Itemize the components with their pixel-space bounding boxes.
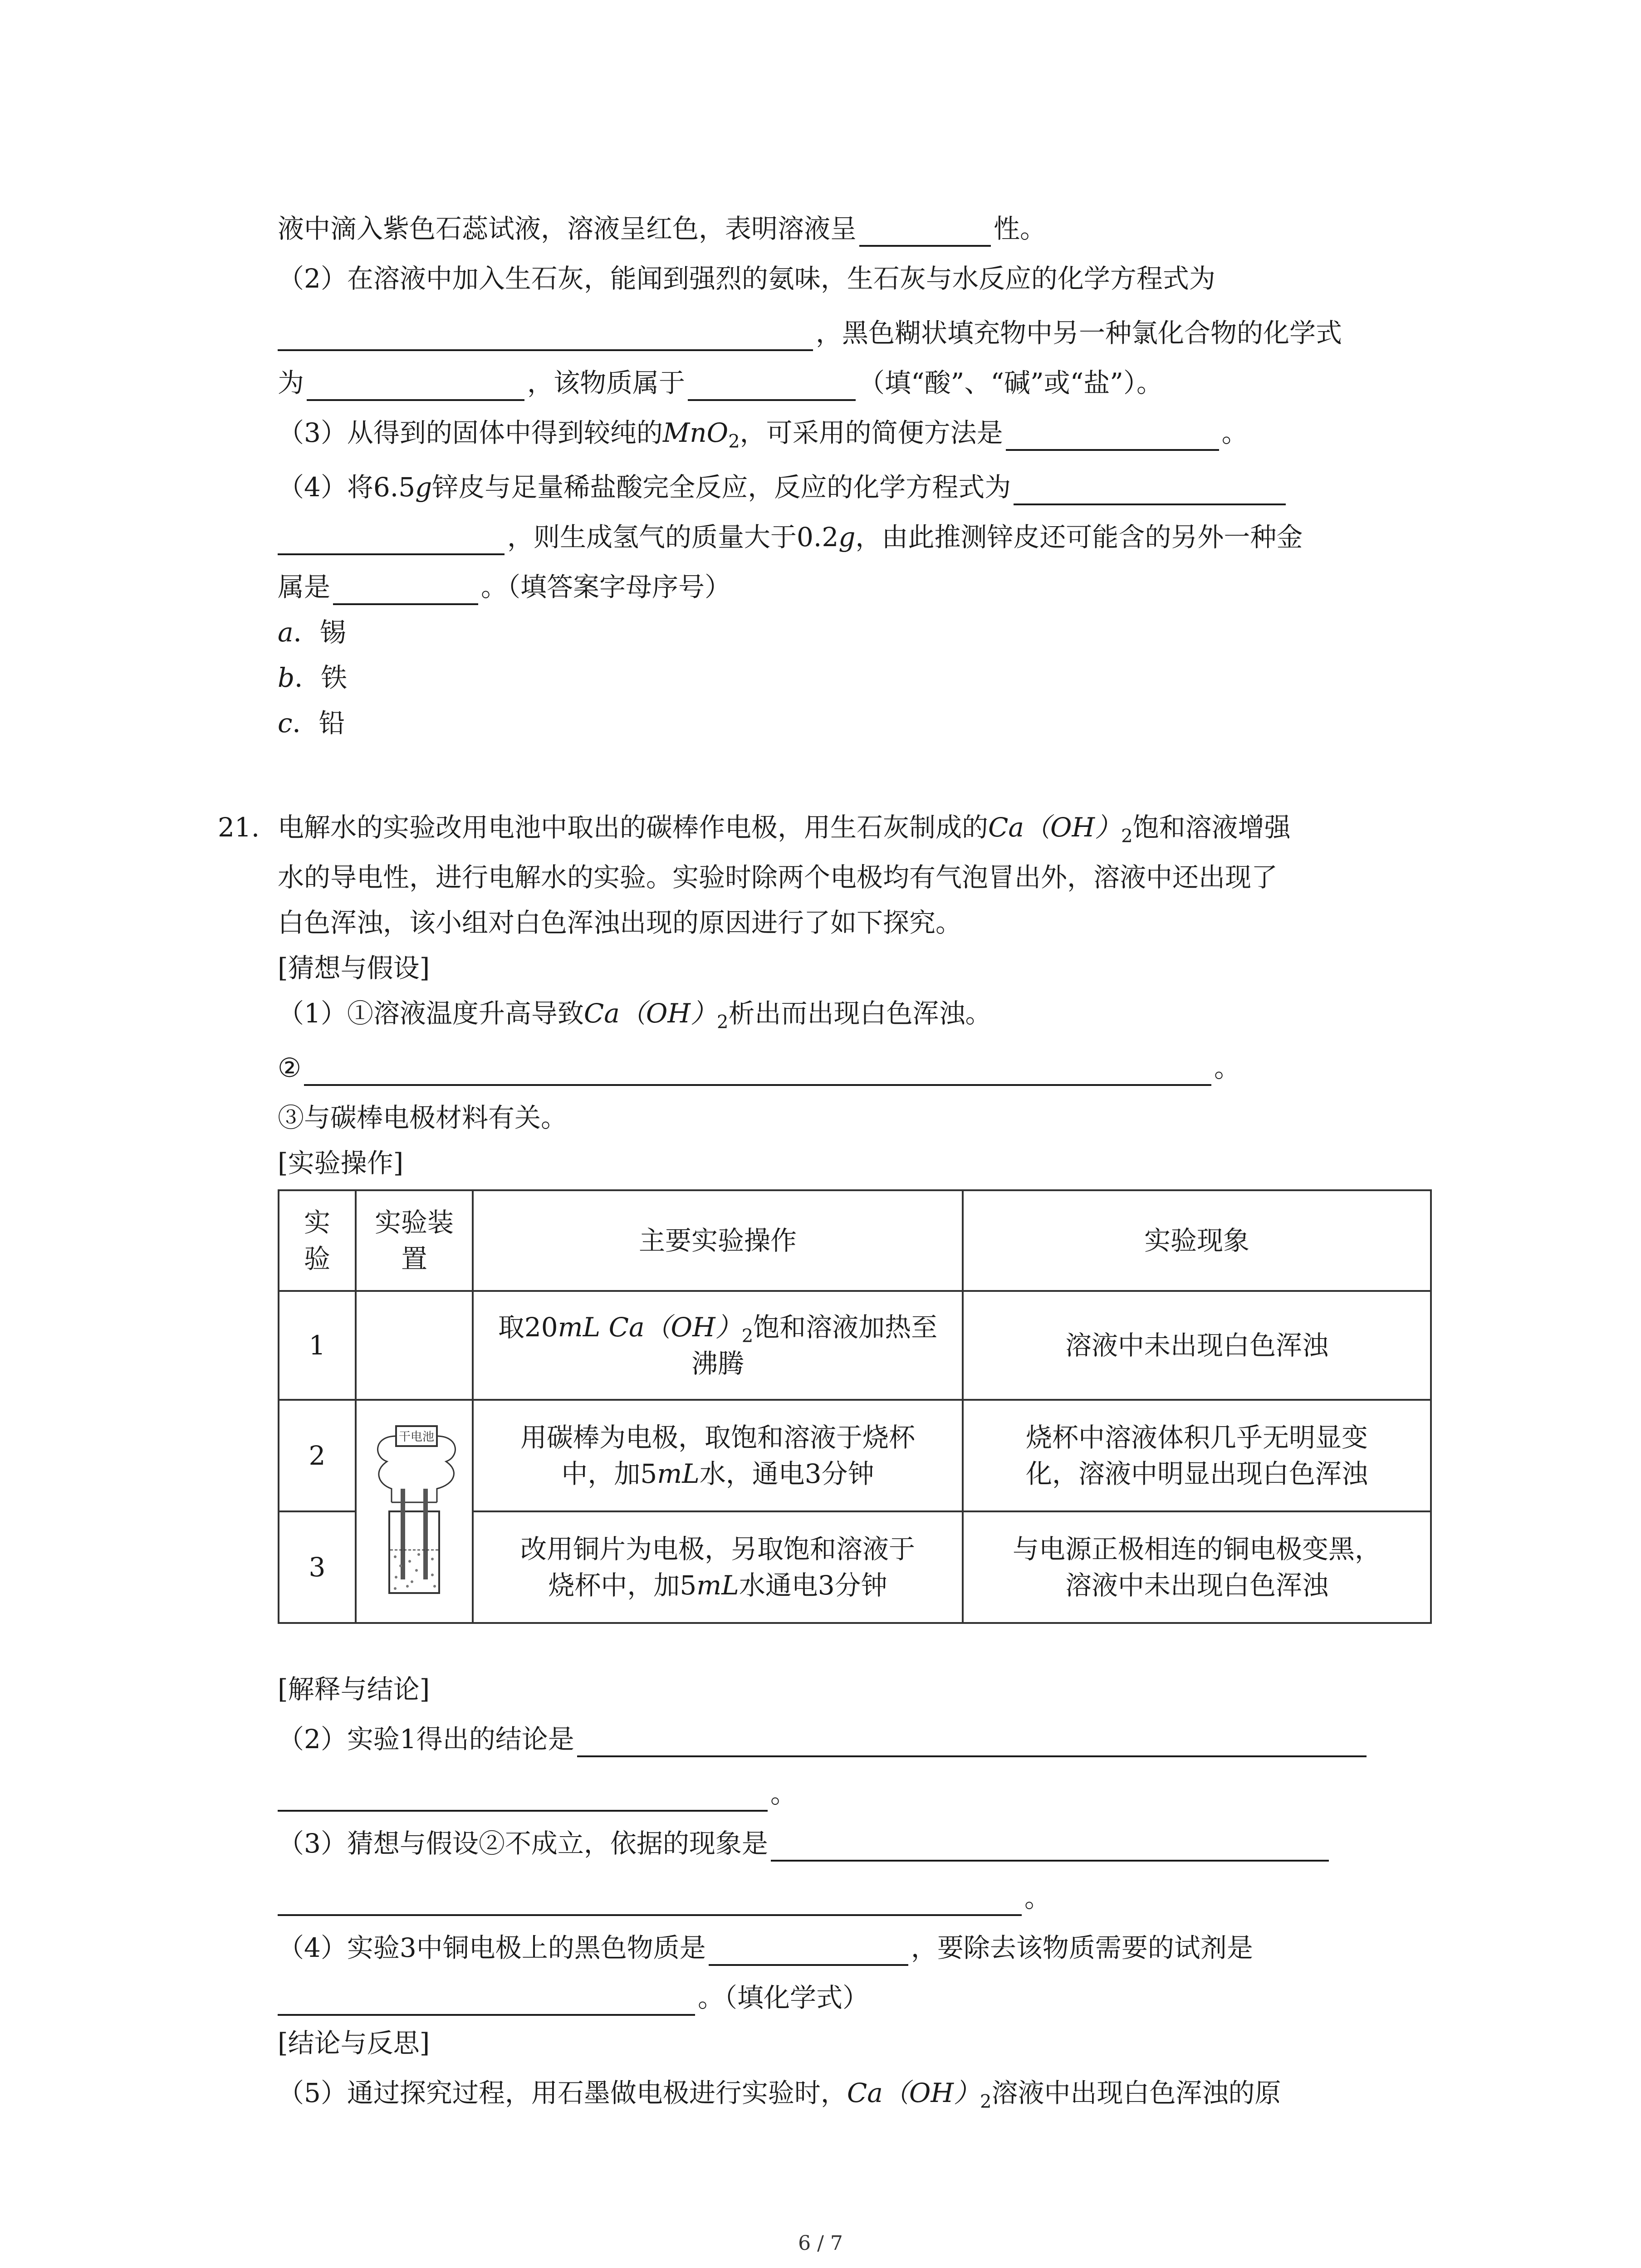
experiment-number: 2 xyxy=(279,1400,356,1511)
operation-cell: 取20mL $Ca(OH)_2$饱和溶液加热至 沸腾 xyxy=(473,1291,963,1400)
q21-line-6: ③与碳棒电极材料有关。 xyxy=(278,1102,568,1133)
answer-blank[interactable] xyxy=(304,1057,1211,1086)
q20-line-2: （2）在溶液中加入生石灰，能闻到强烈的氨味，生石灰与水反应的化学方程式为 xyxy=(278,263,1215,294)
header-cell: 实验现象 xyxy=(963,1190,1431,1291)
q20-line-8: 属是 。（填答案字母序号） xyxy=(278,569,731,605)
q21-line-4: （1）①溶液温度升高导致$Ca(OH)_2$析出而出现白色浑浊。 xyxy=(278,998,992,1033)
answer-blank[interactable] xyxy=(333,576,478,605)
q20-line-1: 液中滴入紫色石蕊试液，溶液呈红色，表明溶液呈 性。 xyxy=(278,210,1046,247)
answer-blank[interactable] xyxy=(771,1833,1329,1862)
q21-line-1: 电解水的实验改用电池中取出的碳棒作电极，用生石灰制成的$Ca(OH)_2$饱和溶液增强 xyxy=(278,812,1291,847)
experiment-number: 1 xyxy=(279,1291,356,1400)
experiment-number: 3 xyxy=(279,1511,356,1623)
result-cell: 溶液中未出现白色浑浊 xyxy=(963,1291,1431,1400)
q21-line-10: 。 xyxy=(278,1880,1051,1916)
answer-blank[interactable] xyxy=(278,1987,695,2016)
table-header-row xyxy=(279,1190,1431,1291)
q21-line-3: 白色浑浊，该小组对白色浑浊出现的原因进行了如下探究。 xyxy=(278,907,962,938)
device-cell-empty xyxy=(356,1291,473,1400)
header-cell: 实验 xyxy=(279,1190,356,1291)
option-c[interactable]: c．铅 xyxy=(278,708,345,738)
table-row xyxy=(279,1400,1431,1511)
q21-line-2: 水的导电性，进行电解水的实验。实验时除两个电极均有气泡冒出外，溶液中还出现了 xyxy=(278,862,1278,893)
option-b[interactable]: b．铁 xyxy=(278,662,348,693)
q20-line-5: （3）从得到的固体中得到较纯的MnO$_2$，可采用的简便方法是 。 xyxy=(278,417,1248,452)
device-cell xyxy=(356,1400,473,1623)
table-row xyxy=(279,1291,1431,1400)
section-heading: [实验操作] xyxy=(278,1148,404,1178)
q21-line-13: （5）通过探究过程，用石墨做电极进行实验时，$Ca(OH)_2$溶液中出现白色浑浊的原 xyxy=(278,2077,1281,2112)
q20-line-4: 为 ，该物质属于 （填“酸”、“碱”或“盐”）。 xyxy=(278,365,1163,401)
q21-line-11: （4）实验3中铜电极上的黑色物质是 ，要除去该物质需要的试剂是 xyxy=(278,1930,1253,1966)
answer-blank[interactable] xyxy=(709,1937,908,1966)
q21-line-7: （2）实验1得出的结论是 xyxy=(278,1721,1369,1757)
q20-line-6: （4）将6.5g锌皮与足量稀盐酸完全反应，反应的化学方程式为 xyxy=(278,469,1288,505)
answer-blank[interactable] xyxy=(278,1783,768,1812)
result-cell: 与电源正极相连的铜电极变黑， 溶液中未出现白色浑浊 xyxy=(963,1511,1431,1623)
answer-blank[interactable] xyxy=(307,372,524,401)
operation-cell: 改用铜片为电极，另取饱和溶液于 烧杯中，加5mL水通电3分钟 xyxy=(473,1511,963,1623)
answer-blank[interactable] xyxy=(577,1728,1367,1757)
header-cell: 主要实验操作 xyxy=(473,1190,963,1291)
header-cell: 实验装置 xyxy=(356,1190,473,1291)
section-heading: [猜想与假设] xyxy=(278,953,430,983)
result-cell: 烧杯中溶液体积几乎无明显变 化，溶液中明显出现白色浑浊 xyxy=(963,1400,1431,1511)
answer-blank[interactable] xyxy=(1006,422,1219,451)
answer-blank[interactable] xyxy=(1014,476,1286,505)
q20-line-3: ，黑色糊状填充物中另一种氯化合物的化学式 xyxy=(278,315,1342,351)
question-number: 21. xyxy=(218,812,260,843)
answer-blank[interactable] xyxy=(688,372,856,401)
operation-cell: 用碳棒为电极，取饱和溶液于烧杯 中，加5mL水，通电3分钟 xyxy=(473,1400,963,1511)
answer-blank[interactable] xyxy=(278,322,813,351)
section-heading: [结论与反思] xyxy=(278,2028,430,2058)
experiment-table xyxy=(278,1189,1432,1624)
section-heading: [解释与结论] xyxy=(278,1674,430,1705)
q21-line-9: （3）猜想与假设②不成立，依据的现象是 xyxy=(278,1825,1332,1862)
answer-blank[interactable] xyxy=(859,218,991,247)
svg-text:干电池: 干电池 xyxy=(398,1430,435,1444)
page-number: 6 / 7 xyxy=(798,2232,843,2255)
answer-blank[interactable] xyxy=(278,526,505,555)
electrolysis-apparatus-icon xyxy=(369,1421,460,1602)
q21-line-5: ② 。 xyxy=(278,1050,1240,1086)
q20-line-7: ，则生成氢气的质量大于0.2g，由此推测锌皮还可能含的另外一种金 xyxy=(278,519,1303,555)
q21-line-12: 。（填化学式） xyxy=(278,1980,869,2016)
answer-blank[interactable] xyxy=(278,1887,1022,1916)
option-a[interactable]: a．锡 xyxy=(278,617,346,648)
q21-line-8: 。 xyxy=(278,1775,797,1812)
